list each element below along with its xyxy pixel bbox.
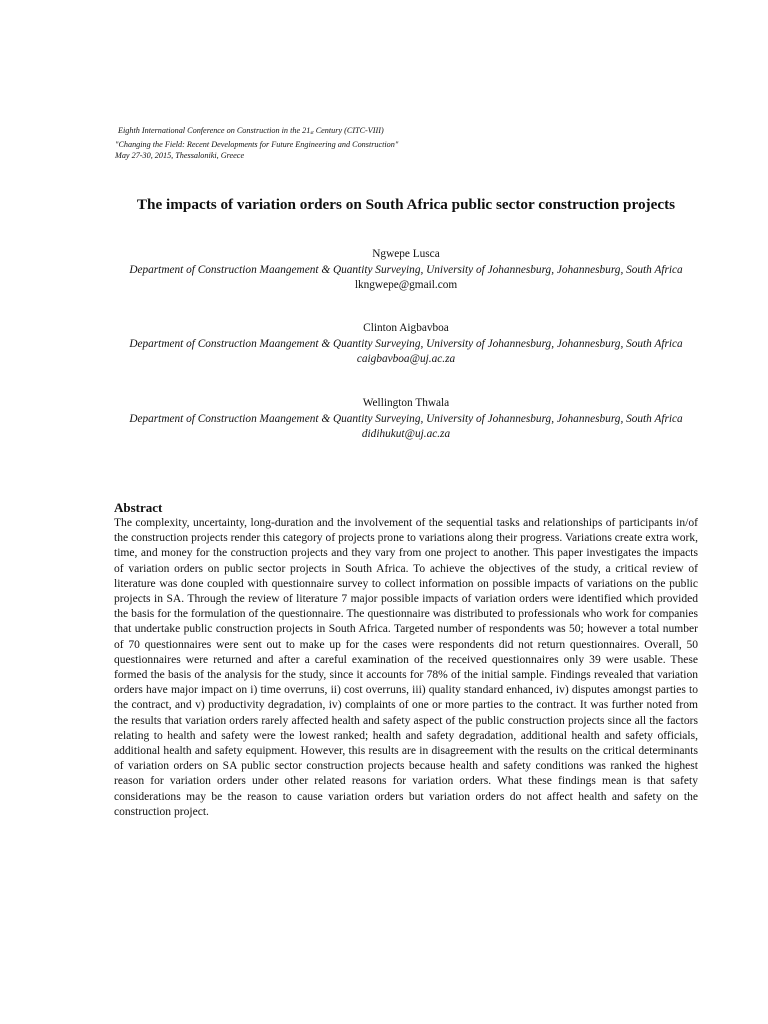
conference-theme: "Changing the Field: Recent Developments for Future Engineering and Construction"	[115, 140, 399, 149]
author-block	[112, 396, 700, 443]
paper-title: The impacts of variation orders on South Africa public sector construction projects	[136, 196, 676, 213]
author-affiliation: Department of Construction Maangement & Quantity Surveying, University of Johannesburg, Johannesburg, South Africa	[129, 263, 683, 276]
author-email[interactable]: didihukut@uj.ac.za	[361, 428, 451, 440]
abstract-heading: Abstract	[114, 500, 163, 515]
conference-date-location: May 27-30, 2015, Thessaloniki, Greece	[115, 151, 245, 160]
conference-header	[115, 125, 675, 161]
conference-ordinal-suffix: st	[310, 131, 314, 136]
author-name: Clinton Aigbavboa	[363, 322, 449, 334]
conference-name: Eighth International Conference on Construction in the $21_{st}$ Century (CITC-VIII)	[118, 126, 384, 136]
abstract-text: The complexity, uncertainty, long-duration and the involvement of the sequential tasks and relationships of participants in/of the construction projects render this category of projects prone to variations along their progress. Variations create extra work, time, and money for the construction projects and they vary from one project to another. This paper investigates the impacts of variation orders on public sector projects in South Africa. To achieve the objectives of the study, a critical review of literature was done coupled with questionnaire survey to collect information on possible impacts of variations on the public projects in SA. Through the review of literature 7 major possible impacts of variation orders were identified which provided the basis for the formulation of the questionnaire. The questionnaire was distributed to professionals who work for companies that undertake public construction projects in South Africa. Targeted number of respondents was 50; however a total number of 70 questionnaires were sent out to make up for the cases were respondents did not return questionnaires. Overall, 50 questionnaires were returned and after a careful examination of the received questionnaires only 39 were usable. These formed the basis of the analysis for the study, since it accounts for 78% of the initial sample. Findings revealed that variation orders have major impact on i) time overruns, ii) cost overruns, iii) quality standard enhanced, iv) disputes amongst parties to the contract, and v) productivity degradation, iv) complaints of one or more parties to the contract. It was further noted from the results that variation orders rarely affected health and safety aspect of the public construction projects since all the factors relating to health and safety were the lowest ranked; health and safety degradation, additional health and safety officials, additional health and safety equipment. However, this results are in disagreement with the results on the critical determinants of variation orders on SA public sector construction projects because health and safety conditions was ranked the highest reason for variation orders under other related reasons for variation orders. What these findings mean is that safety considerations may be the reason to cause variation orders but variation orders do not affect health and safety on the construction project.	[114, 517, 698, 818]
author-email[interactable]: lkngwepe@gmail.com	[354, 279, 458, 291]
author-block	[112, 247, 700, 294]
author-affiliation: Department of Construction Maangement & Quantity Surveying, University of Johannesburg, Johannesburg, South Africa	[129, 337, 683, 350]
author-email[interactable]: caigbavboa@uj.ac.za	[356, 353, 456, 365]
author-affiliation: Department of Construction Maangement & Quantity Surveying, University of Johannesburg, Johannesburg, South Africa	[129, 412, 683, 425]
author-name: Ngwepe Lusca	[372, 248, 440, 260]
author-block	[112, 321, 700, 368]
author-name: Wellington Thwala	[362, 397, 450, 409]
